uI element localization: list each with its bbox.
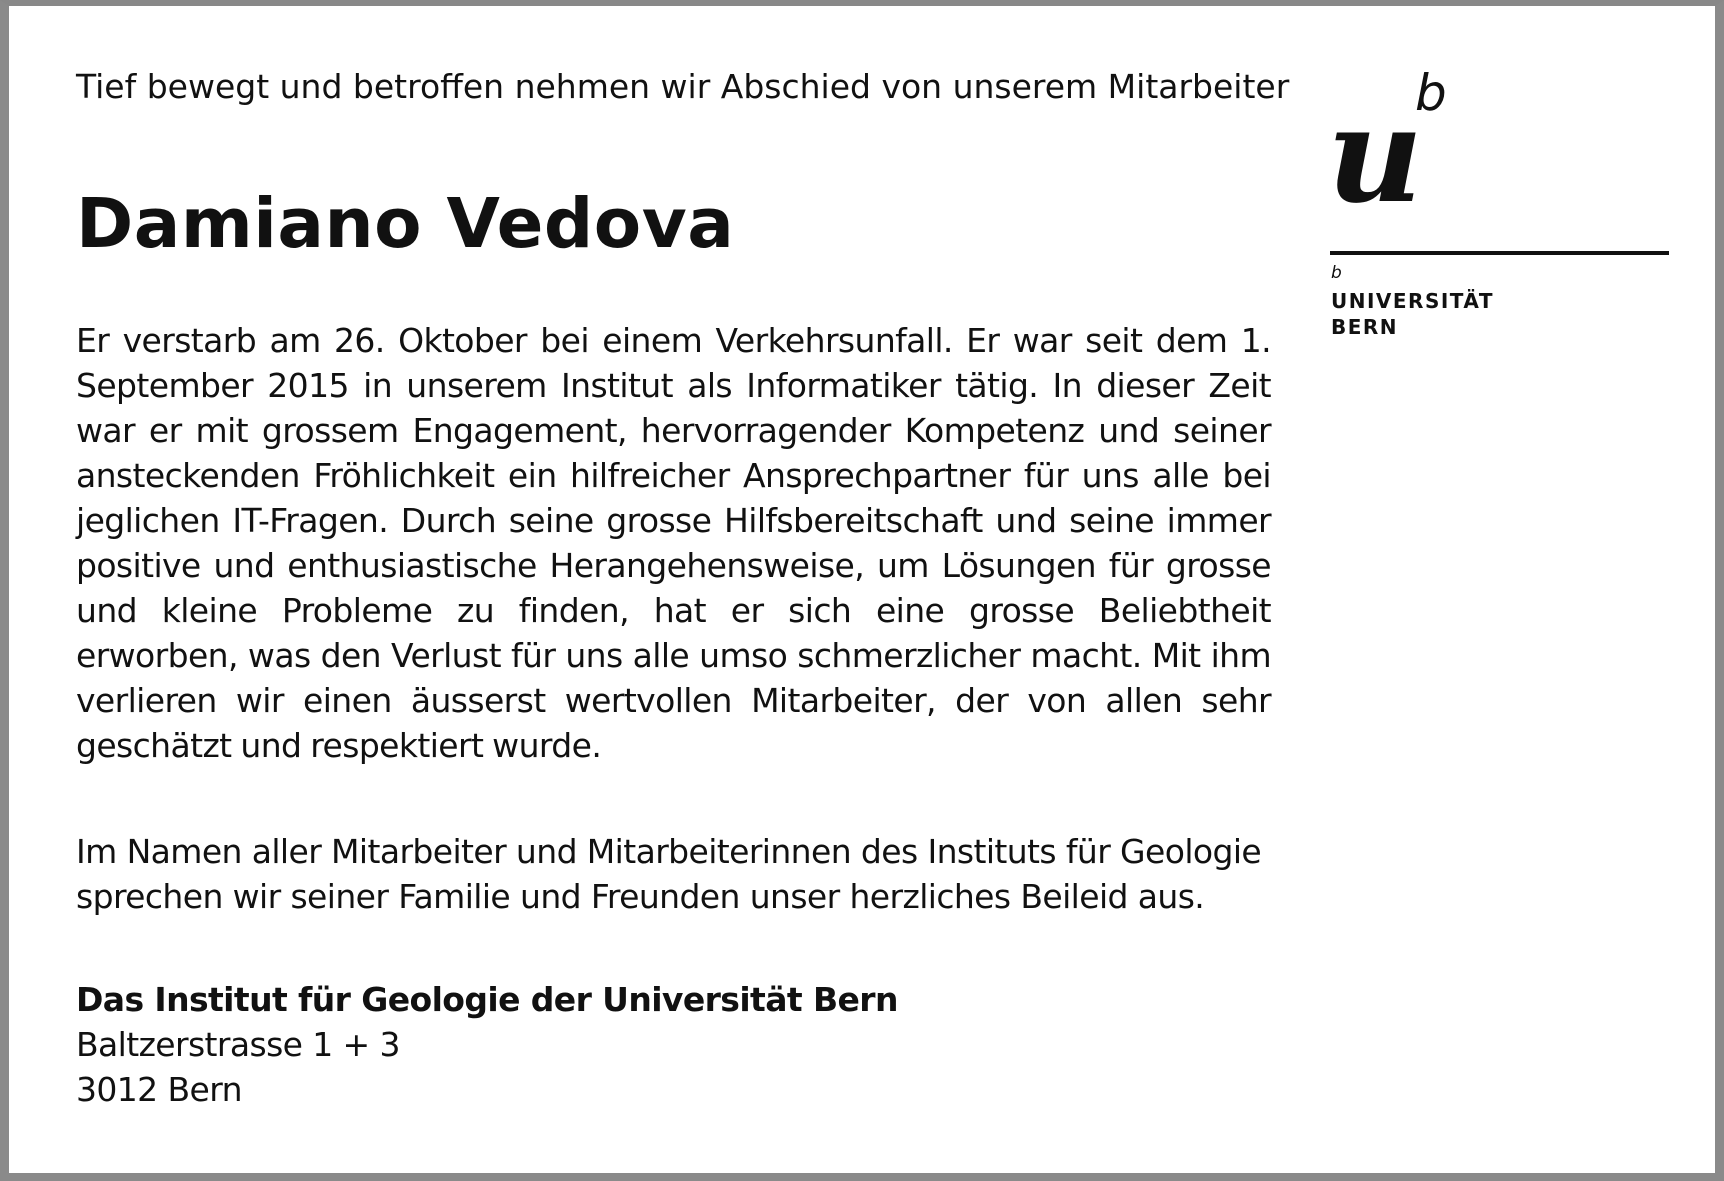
logo-wordmark [1331,288,1494,340]
logo-u-mark: u [1327,78,1423,233]
logo-divider [1330,251,1669,255]
intro-line: Tief bewegt und betroffen nehmen wir Abschied von unserem Mitarbeiter [76,67,1290,106]
signature-block [76,977,898,1112]
deceased-name: Damiano Vedova [76,184,735,264]
logo-small-b: b [1331,263,1342,283]
logo-line-universitat: UNIVERSITÄT [1331,289,1494,313]
logo-b-mark: b [1415,64,1447,122]
university-logo [1327,66,1667,346]
address-street: Baltzerstrasse 1 + 3 [76,1025,400,1064]
obituary-body: Er verstarb am 26. Oktober bei einem Verkehrsunfall. Er war seit dem 1. September 2015 in unserem Institut als Informatiker tätig. In dieser Zeit war er mit grossem Engagement, hervorragender Kompetenz und seiner ansteckenden Fröhlichkeit ein hilfreicher Ansprechpartner für uns alle bei jeglichen IT-Fragen. Durch seine grosse Hilfsbereitschaft und seine immer positive und enthusiastische Herangehensweise, um Lösungen für grosse und kleine Probleme zu finden, hat er sich eine grosse Beliebtheit erworben, was den Verlust für uns alle umso schmerzlicher macht. Mit ihm verlieren wir einen äusserst wertvollen Mitarbeiter, der von allen sehr geschätzt und respektiert wurde. [76,321,1271,765]
institute-name: Das Institut für Geologie der Universität Bern [76,980,898,1019]
condolence-paragraph: Im Namen aller Mitarbeiter und Mitarbeiterinnen des Instituts für Geologie sprechen wir seiner Familie und Freunden unser herzliches Beileid aus. [76,832,1262,916]
address-city: 3012 Bern [76,1070,242,1109]
logo-line-bern: BERN [1331,315,1399,339]
